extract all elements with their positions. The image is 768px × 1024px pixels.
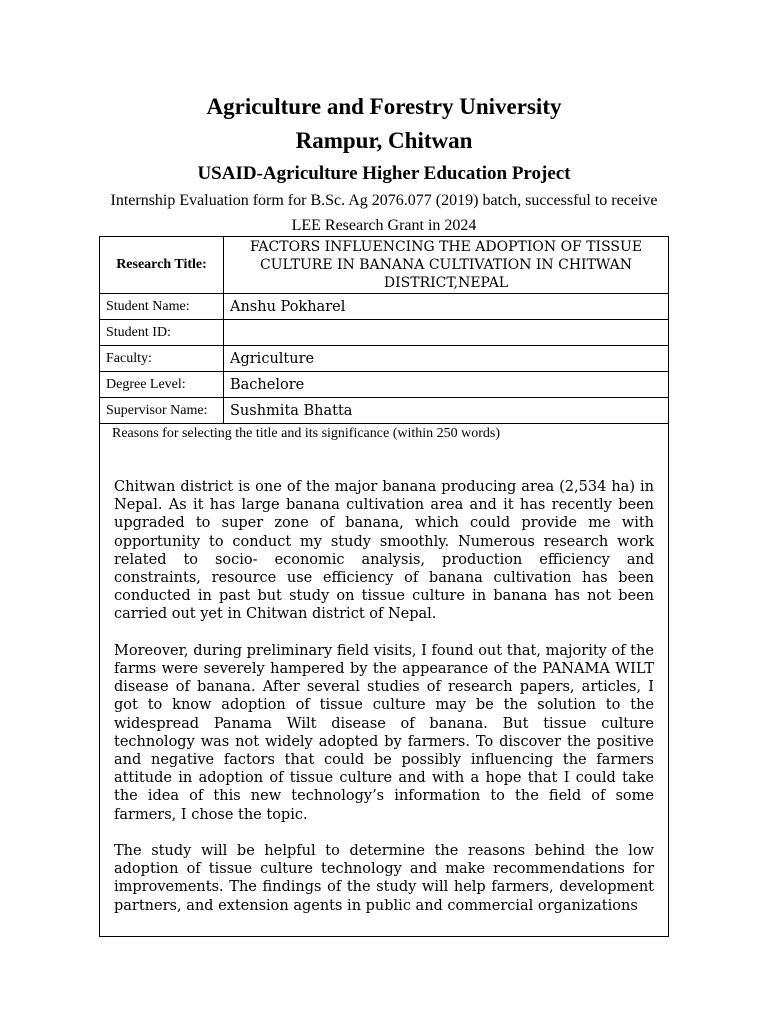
degree-level-row (100, 372, 669, 398)
document-header (0, 90, 768, 238)
student-name-value: Anshu Pokharel (224, 294, 669, 320)
reasons-heading: Reasons for selecting the title and its significance (within 250 words) (112, 426, 501, 441)
reasons-row (100, 424, 669, 937)
research-title-label: Research Title: (100, 237, 224, 294)
faculty-label: Faculty: (100, 346, 224, 372)
supervisor-name-value: Sushmita Bhatta (224, 398, 669, 424)
project-name: USAID-Agriculture Higher Education Project (197, 163, 571, 184)
degree-level-label: Degree Level: (100, 372, 224, 398)
research-title-row (100, 237, 669, 294)
supervisor-name-label: Supervisor Name: (100, 398, 224, 424)
reasons-paragraph-2: Moreover, during preliminary field visits, I found out that, majority of the farms were severely hampered by the appearance of the PANAMA WILT disease of banana. After several studies of research papers, articles, I got to know adoption of tissue culture may be the solution to the widespread Panama Wilt disease of banana. But tissue culture technology was not widely adopted by farmers. To discover the positive and negative factors that could be possibly influencing the farmers attitude in adoption of tissue culture and with a hope that I could take the idea of this new technology’s information to the field of some farmers, I chose the topic. (114, 642, 654, 823)
university-location: Rampur, Chitwan (295, 128, 473, 153)
reasons-paragraph-3: The study will be helpful to determine the reasons behind the low adoption of tissue culture technology and make recommendations for improvements. The findings of the study will help farmers, development partners, and extension agents in public and commercial organizations (114, 843, 654, 914)
faculty-value: Agriculture (224, 346, 669, 372)
reasons-body (106, 442, 662, 936)
student-name-label: Student Name: (100, 294, 224, 320)
student-name-row (100, 294, 669, 320)
form-subtitle: Internship Evaluation form for B.Sc. Ag 2076.077 (2019) batch, successful to receive LEE Research Grant in 2024 (110, 192, 658, 234)
student-id-row (100, 320, 669, 346)
student-id-value (224, 320, 669, 346)
faculty-row (100, 346, 669, 372)
research-title-value: FACTORS INFLUENCING THE ADOPTION OF TISSUE CULTURE IN BANANA CULTIVATION IN CHITWAN DISTRICT,NEPAL (224, 237, 669, 294)
evaluation-form-table (99, 236, 669, 937)
student-id-label: Student ID: (100, 320, 224, 346)
university-name: Agriculture and Forestry University (206, 94, 562, 119)
degree-level-value: Bachelore (224, 372, 669, 398)
reasons-paragraph-1: Chitwan district is one of the major banana producing area (2,534 ha) in Nepal. As it has large banana cultivation area and it has recently been upgraded to super zone of banana, which could provide me with opportunity to conduct my study smoothly. Numerous research work related to socio- economic analysis, production efficiency and constraints, resource use efficiency of banana cultivation has been conducted in past but study on tissue culture in banana has not been carried out yet in Chitwan district of Nepal. (114, 479, 654, 623)
supervisor-name-row (100, 398, 669, 424)
reasons-cell (100, 424, 669, 937)
